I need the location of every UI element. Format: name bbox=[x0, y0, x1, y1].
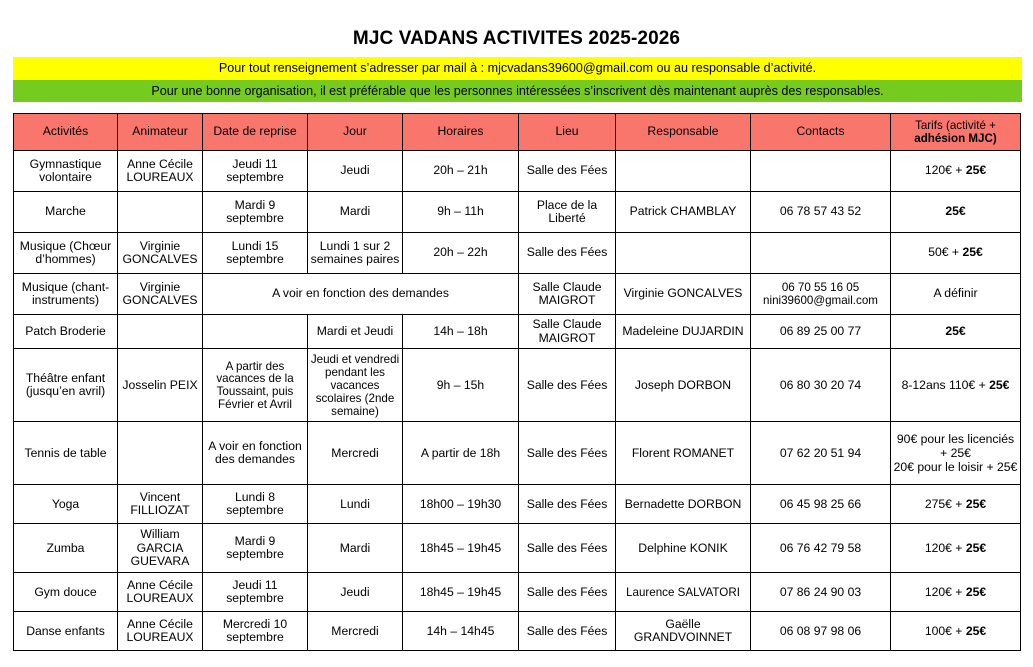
cell-tarif bbox=[891, 274, 1021, 315]
tarifs-header-line2: adhésion MJC) bbox=[914, 132, 997, 146]
cell-contacts: 06 78 57 43 52 bbox=[751, 192, 891, 233]
cell-tarif bbox=[891, 524, 1021, 573]
table-row bbox=[14, 524, 1021, 573]
cell-horaires: 9h – 11h bbox=[403, 192, 519, 233]
page-title: MJC VADANS ACTIVITES 2025-2026 bbox=[352, 28, 681, 49]
cell-activite: Patch Broderie bbox=[14, 315, 118, 349]
table-row bbox=[14, 233, 1021, 274]
tarif-plain: 100€ + bbox=[924, 623, 966, 638]
activities-table-wrapper bbox=[13, 113, 1020, 651]
cell-animateur bbox=[118, 422, 203, 485]
cell-contacts bbox=[751, 233, 891, 274]
tarif-adhesion: 25€ bbox=[965, 623, 987, 638]
cell-date-reprise: Mardi 9 septembre bbox=[203, 192, 308, 233]
notice-banner-email: Pour tout renseignement s’adresser par mail à : mjcvadans39600@gmail.com ou au responsable d’activité. bbox=[13, 57, 1022, 80]
tarif-loisir-plain: 20€ pour le loisir + bbox=[893, 460, 997, 475]
column-header-activites: Activités bbox=[14, 114, 118, 151]
tarif-licencies-plain: 90€ pour les licenciés + bbox=[896, 432, 1015, 461]
tarif-plain: 120€ + bbox=[924, 540, 966, 555]
cell-activite: Musique (Chœur d’hommes) bbox=[14, 233, 118, 274]
tarif-plain: A définir bbox=[933, 286, 978, 301]
cell-activite: Gymnastique volontaire bbox=[14, 151, 118, 192]
cell-jour: Jeudi et vendredi pendant les vacances scolaires (2nde semaine) bbox=[308, 349, 403, 422]
tarifs-header-line1: Tarifs (activité + bbox=[915, 119, 996, 133]
cell-horaires: 14h – 14h45 bbox=[403, 612, 519, 651]
cell-tarif bbox=[891, 612, 1021, 651]
cell-date-reprise: A voir en fonction des demandes bbox=[203, 422, 308, 485]
cell-lieu: Salle des Fées bbox=[519, 233, 616, 274]
cell-tarif bbox=[891, 349, 1021, 422]
tarif-adhesion: 25€ bbox=[965, 163, 987, 178]
cell-responsable: Delphine KONIK bbox=[616, 524, 751, 573]
cell-jour: Jeudi bbox=[308, 151, 403, 192]
cell-tarif bbox=[891, 151, 1021, 192]
table-row bbox=[14, 192, 1021, 233]
cell-responsable: Virginie GONCALVES bbox=[616, 274, 751, 315]
cell-responsable: Florent ROMANET bbox=[616, 422, 751, 485]
cell-horaires: 9h – 15h bbox=[403, 349, 519, 422]
cell-tarif bbox=[891, 233, 1021, 274]
cell-date-reprise: Jeudi 11 septembre bbox=[203, 151, 308, 192]
cell-responsable: Joseph DORBON bbox=[616, 349, 751, 422]
table-row bbox=[14, 151, 1021, 192]
cell-contacts: 06 45 98 25 66 bbox=[751, 485, 891, 524]
cell-animateur: Anne Cécile LOUREAUX bbox=[118, 612, 203, 651]
tarif-adhesion: 25€ bbox=[962, 245, 983, 260]
cell-responsable: Madeleine DUJARDIN bbox=[616, 315, 751, 349]
cell-horaires: 18h45 – 19h45 bbox=[403, 524, 519, 573]
column-header-contacts: Contacts bbox=[751, 114, 891, 151]
tarif-adhesion: 25€ bbox=[965, 584, 987, 599]
tarif-adhesion: 25€ bbox=[945, 204, 966, 219]
contacts-email: nini39600@gmail.com bbox=[763, 294, 878, 308]
cell-date-reprise: Jeudi 11 septembre bbox=[203, 573, 308, 612]
cell-activite: Musique (chant-instruments) bbox=[14, 274, 118, 315]
cell-lieu: Salle des Fées bbox=[519, 422, 616, 485]
cell-lieu: Salle des Fées bbox=[519, 151, 616, 192]
column-header-tarifs bbox=[891, 114, 1021, 151]
cell-lieu: Salle des Fées bbox=[519, 573, 616, 612]
tarif-adhesion: 25€ bbox=[965, 540, 987, 555]
cell-date-reprise: Mardi 9 septembre bbox=[203, 524, 308, 573]
tarif-plain: 275€ + bbox=[924, 496, 966, 511]
tarif-adhesion: 25€ bbox=[965, 496, 987, 511]
tarif-plain: 120€ + bbox=[924, 163, 966, 178]
cell-horaires: 20h – 21h bbox=[403, 151, 519, 192]
cell-date-reprise: Mercredi 10 septembre bbox=[203, 612, 308, 651]
cell-date-reprise: Lundi 8 septembre bbox=[203, 485, 308, 524]
cell-lieu: Salle des Fées bbox=[519, 612, 616, 651]
cell-date-reprise: Lundi 15 septembre bbox=[203, 233, 308, 274]
cell-jour: Mercredi bbox=[308, 422, 403, 485]
cell-horaires: 18h00 – 19h30 bbox=[403, 485, 519, 524]
cell-activite: Marche bbox=[14, 192, 118, 233]
table-header-row bbox=[14, 114, 1021, 151]
cell-animateur bbox=[118, 315, 203, 349]
tarif-plain: 8-12ans 110€ + bbox=[901, 377, 990, 392]
tarif-plain: 120€ + bbox=[924, 584, 966, 599]
activities-table bbox=[13, 113, 1021, 651]
cell-tarif bbox=[891, 573, 1021, 612]
column-header-jour: Jour bbox=[308, 114, 403, 151]
cell-contacts: 06 80 30 20 74 bbox=[751, 349, 891, 422]
column-header-animateur: Animateur bbox=[118, 114, 203, 151]
cell-contacts bbox=[751, 274, 891, 315]
cell-activite: Gym douce bbox=[14, 573, 118, 612]
cell-lieu: Salle des Fées bbox=[519, 485, 616, 524]
table-row bbox=[14, 274, 1021, 315]
cell-responsable bbox=[616, 233, 751, 274]
cell-responsable: Patrick CHAMBLAY bbox=[616, 192, 751, 233]
table-row bbox=[14, 315, 1021, 349]
cell-contacts: 07 86 24 90 03 bbox=[751, 573, 891, 612]
cell-jour: Mardi bbox=[308, 192, 403, 233]
cell-jour: Mardi bbox=[308, 524, 403, 573]
tarif-plain: 50€ + bbox=[928, 245, 963, 260]
cell-responsable: Laurence SALVATORI bbox=[616, 573, 751, 612]
cell-activite: Zumba bbox=[14, 524, 118, 573]
tarif-loisir-adhesion: 25€ bbox=[996, 460, 1018, 475]
tarif-adhesion: 25€ bbox=[989, 377, 1010, 392]
cell-jour: Mardi et Jeudi bbox=[308, 315, 403, 349]
cell-responsable: Gaëlle GRANDVOINNET bbox=[616, 612, 751, 651]
cell-jour: Lundi 1 sur 2 semaines paires bbox=[308, 233, 403, 274]
table-row bbox=[14, 612, 1021, 651]
cell-lieu: Salle des Fées bbox=[519, 524, 616, 573]
table-row bbox=[14, 422, 1021, 485]
table-header bbox=[14, 114, 1021, 151]
tarif-adhesion: 25€ bbox=[945, 323, 966, 338]
cell-lieu: Salle Claude MAIGROT bbox=[519, 274, 616, 315]
cell-jour: Jeudi bbox=[308, 573, 403, 612]
cell-activite: Tennis de table bbox=[14, 422, 118, 485]
cell-animateur bbox=[118, 192, 203, 233]
notice-banner-registration: Pour une bonne organisation, il est préférable que les personnes intéressées s’inscrivent dès maintenant auprès des responsables. bbox=[13, 80, 1022, 103]
cell-animateur: William GARCIA GUEVARA bbox=[118, 524, 203, 573]
cell-horaires: 18h45 – 19h45 bbox=[403, 573, 519, 612]
cell-responsable: Bernadette DORBON bbox=[616, 485, 751, 524]
cell-activite: Danse enfants bbox=[14, 612, 118, 651]
cell-horaires: 14h – 18h bbox=[403, 315, 519, 349]
contacts-phone: 06 70 55 16 05 bbox=[781, 281, 860, 295]
cell-tarif bbox=[891, 485, 1021, 524]
cell-horaires: A partir de 18h bbox=[403, 422, 519, 485]
cell-lieu: Salle des Fées bbox=[519, 349, 616, 422]
notice-banners bbox=[13, 57, 1022, 102]
cell-contacts: 06 76 42 79 58 bbox=[751, 524, 891, 573]
cell-animateur: Vincent FILLIOZAT bbox=[118, 485, 203, 524]
column-header-lieu: Lieu bbox=[519, 114, 616, 151]
cell-jour: Lundi bbox=[308, 485, 403, 524]
table-row bbox=[14, 573, 1021, 612]
cell-tarif bbox=[891, 422, 1021, 485]
cell-date-reprise bbox=[203, 315, 308, 349]
cell-jour: Mercredi bbox=[308, 612, 403, 651]
cell-lieu: Salle Claude MAIGROT bbox=[519, 315, 616, 349]
cell-animateur: Anne Cécile LOUREAUX bbox=[118, 151, 203, 192]
cell-contacts: 06 89 25 00 77 bbox=[751, 315, 891, 349]
table-row bbox=[14, 485, 1021, 524]
cell-lieu: Place de la Liberté bbox=[519, 192, 616, 233]
tarif-licencies-adhesion: 25€ bbox=[950, 446, 971, 461]
cell-animateur: Anne Cécile LOUREAUX bbox=[118, 573, 203, 612]
cell-date-reprise: A partir des vacances de la Toussaint, puis Février et Avril bbox=[203, 349, 308, 422]
column-header-responsable: Responsable bbox=[616, 114, 751, 151]
cell-contacts: 06 08 97 98 06 bbox=[751, 612, 891, 651]
cell-animateur: Josselin PEIX bbox=[118, 349, 203, 422]
cell-horaires: 20h – 22h bbox=[403, 233, 519, 274]
cell-contacts bbox=[751, 151, 891, 192]
cell-contacts: 07 62 20 51 94 bbox=[751, 422, 891, 485]
cell-tarif bbox=[891, 192, 1021, 233]
cell-animateur: Virginie GONCALVES bbox=[118, 274, 203, 315]
cell-responsable bbox=[616, 151, 751, 192]
cell-activite: Théâtre enfant (jusqu’en avril) bbox=[14, 349, 118, 422]
table-body bbox=[14, 151, 1021, 651]
cell-activite: Yoga bbox=[14, 485, 118, 524]
table-row bbox=[14, 349, 1021, 422]
cell-tarif bbox=[891, 315, 1021, 349]
cell-animateur: Virginie GONCALVES bbox=[118, 233, 203, 274]
column-header-horaires: Horaires bbox=[403, 114, 519, 151]
cell-merged-schedule: A voir en fonction des demandes bbox=[203, 274, 519, 315]
column-header-date-reprise: Date de reprise bbox=[203, 114, 308, 151]
